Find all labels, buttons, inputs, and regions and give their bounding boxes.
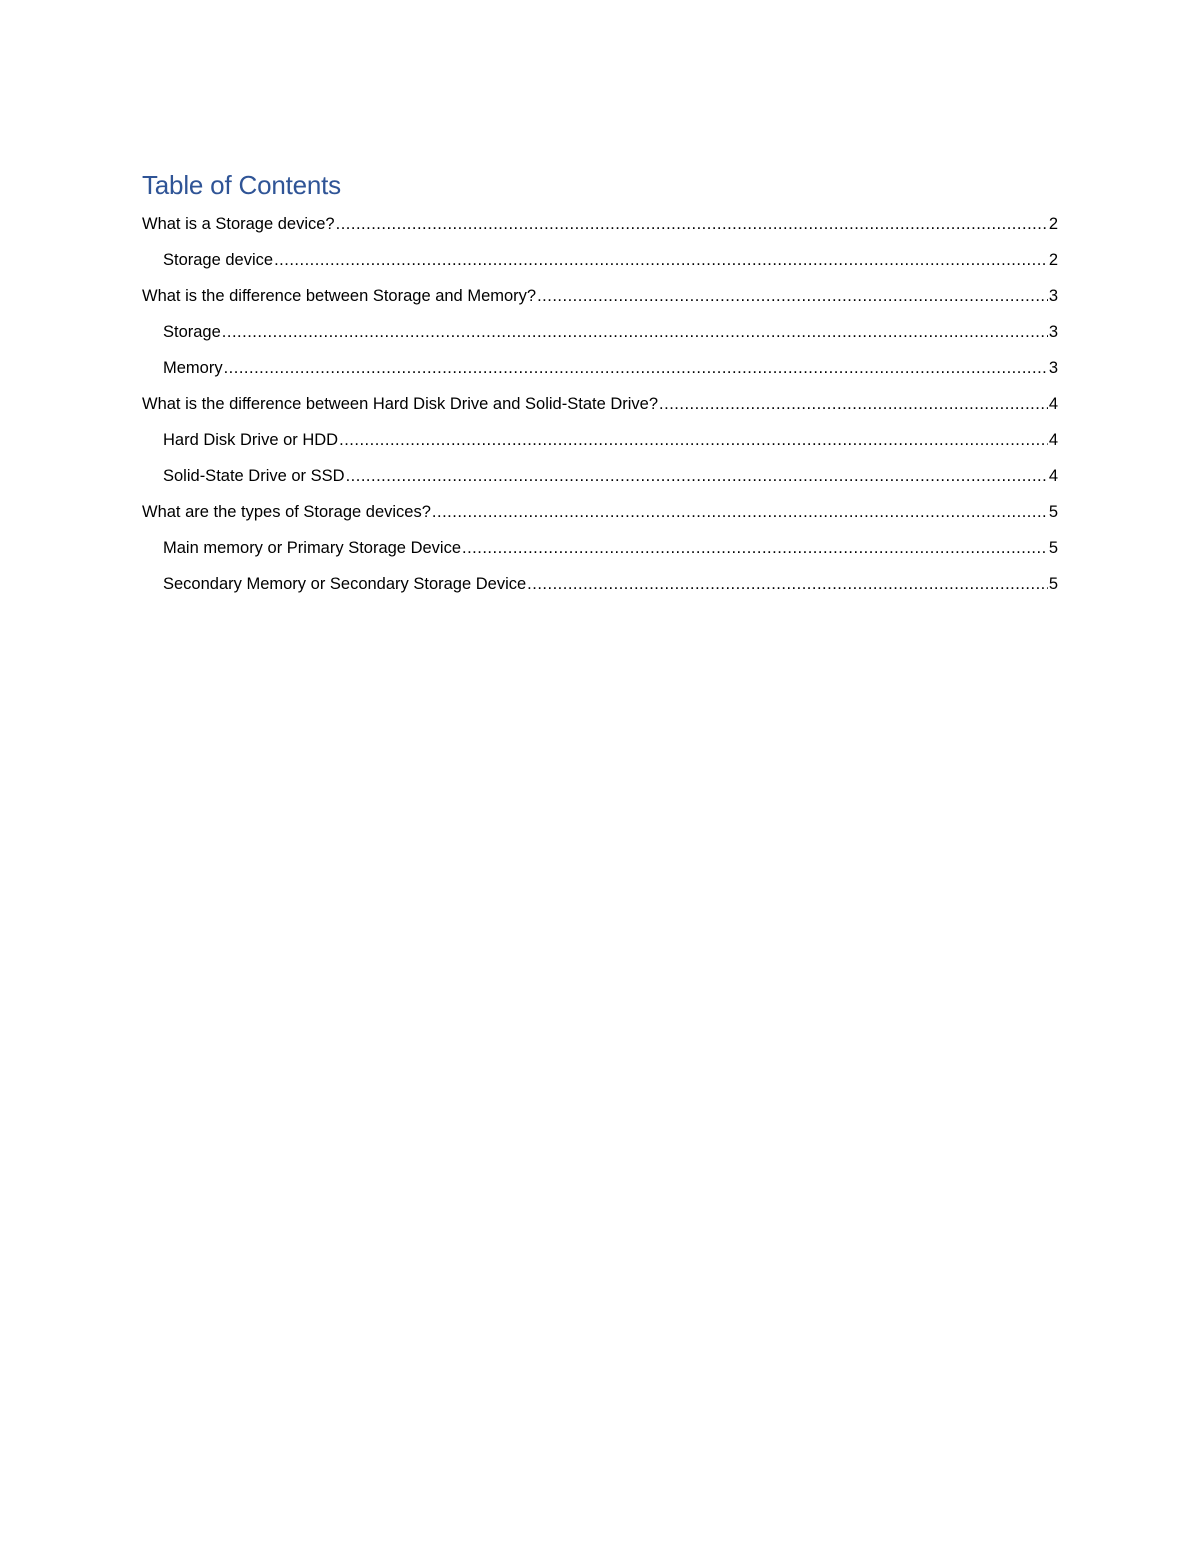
toc-entry[interactable] <box>142 350 1058 386</box>
toc-entry-text: What is the difference between Hard Disk Drive and Solid-State Drive? <box>142 395 659 413</box>
toc-entry[interactable] <box>142 242 1058 278</box>
toc-page-number: 3 <box>1048 323 1058 341</box>
toc-entry-text: Main memory or Primary Storage Device <box>163 539 461 557</box>
toc-dot-leader <box>224 350 1048 386</box>
toc-page-number: 3 <box>1048 359 1058 377</box>
toc-dot-leader <box>336 206 1048 242</box>
toc-entry[interactable] <box>142 458 1058 494</box>
toc-page-number: 5 <box>1048 575 1058 593</box>
toc-page-number: 3 <box>1048 287 1058 305</box>
toc-page-number: 5 <box>1048 539 1058 557</box>
toc-dot-leader <box>659 386 1048 422</box>
toc-entry[interactable] <box>142 206 1058 242</box>
toc-dot-leader <box>274 242 1048 278</box>
toc-dot-leader <box>222 314 1048 350</box>
toc-entry[interactable] <box>142 422 1058 458</box>
toc-entry[interactable] <box>142 386 1058 422</box>
toc-title: Table of Contents <box>142 170 341 200</box>
toc-entry-text: What is a Storage device? <box>142 215 335 233</box>
toc-page-number: 2 <box>1048 251 1058 269</box>
toc-dot-leader <box>346 458 1048 494</box>
toc-dot-leader <box>537 278 1048 314</box>
toc-entry[interactable] <box>142 494 1058 530</box>
toc-entry-text: What is the difference between Storage and Memory? <box>142 287 537 305</box>
toc-list <box>142 206 1058 602</box>
toc-entry[interactable] <box>142 278 1058 314</box>
toc-dot-leader <box>462 530 1048 566</box>
toc-entry-text: Hard Disk Drive or HDD <box>163 431 339 449</box>
toc-entry-text: Secondary Memory or Secondary Storage Device <box>163 575 527 593</box>
toc-page-number: 4 <box>1048 395 1058 413</box>
toc-page-number: 5 <box>1048 503 1058 521</box>
toc-dot-leader <box>339 422 1048 458</box>
toc-dot-leader <box>527 566 1048 602</box>
toc-entry-text: Storage <box>163 323 221 341</box>
toc-entry-text: Memory <box>163 359 223 377</box>
toc-page-number: 4 <box>1048 467 1058 485</box>
toc-entry-text: Solid-State Drive or SSD <box>163 467 345 485</box>
toc-page-number: 2 <box>1048 215 1058 233</box>
toc-page-number: 4 <box>1048 431 1058 449</box>
toc-entry-text: Storage device <box>163 251 274 269</box>
toc-entry[interactable] <box>142 530 1058 566</box>
toc-entry-text: What are the types of Storage devices? <box>142 503 431 521</box>
toc-entry[interactable] <box>142 314 1058 350</box>
table-of-contents <box>142 166 1058 602</box>
toc-dot-leader <box>432 494 1048 530</box>
toc-entry[interactable] <box>142 566 1058 602</box>
